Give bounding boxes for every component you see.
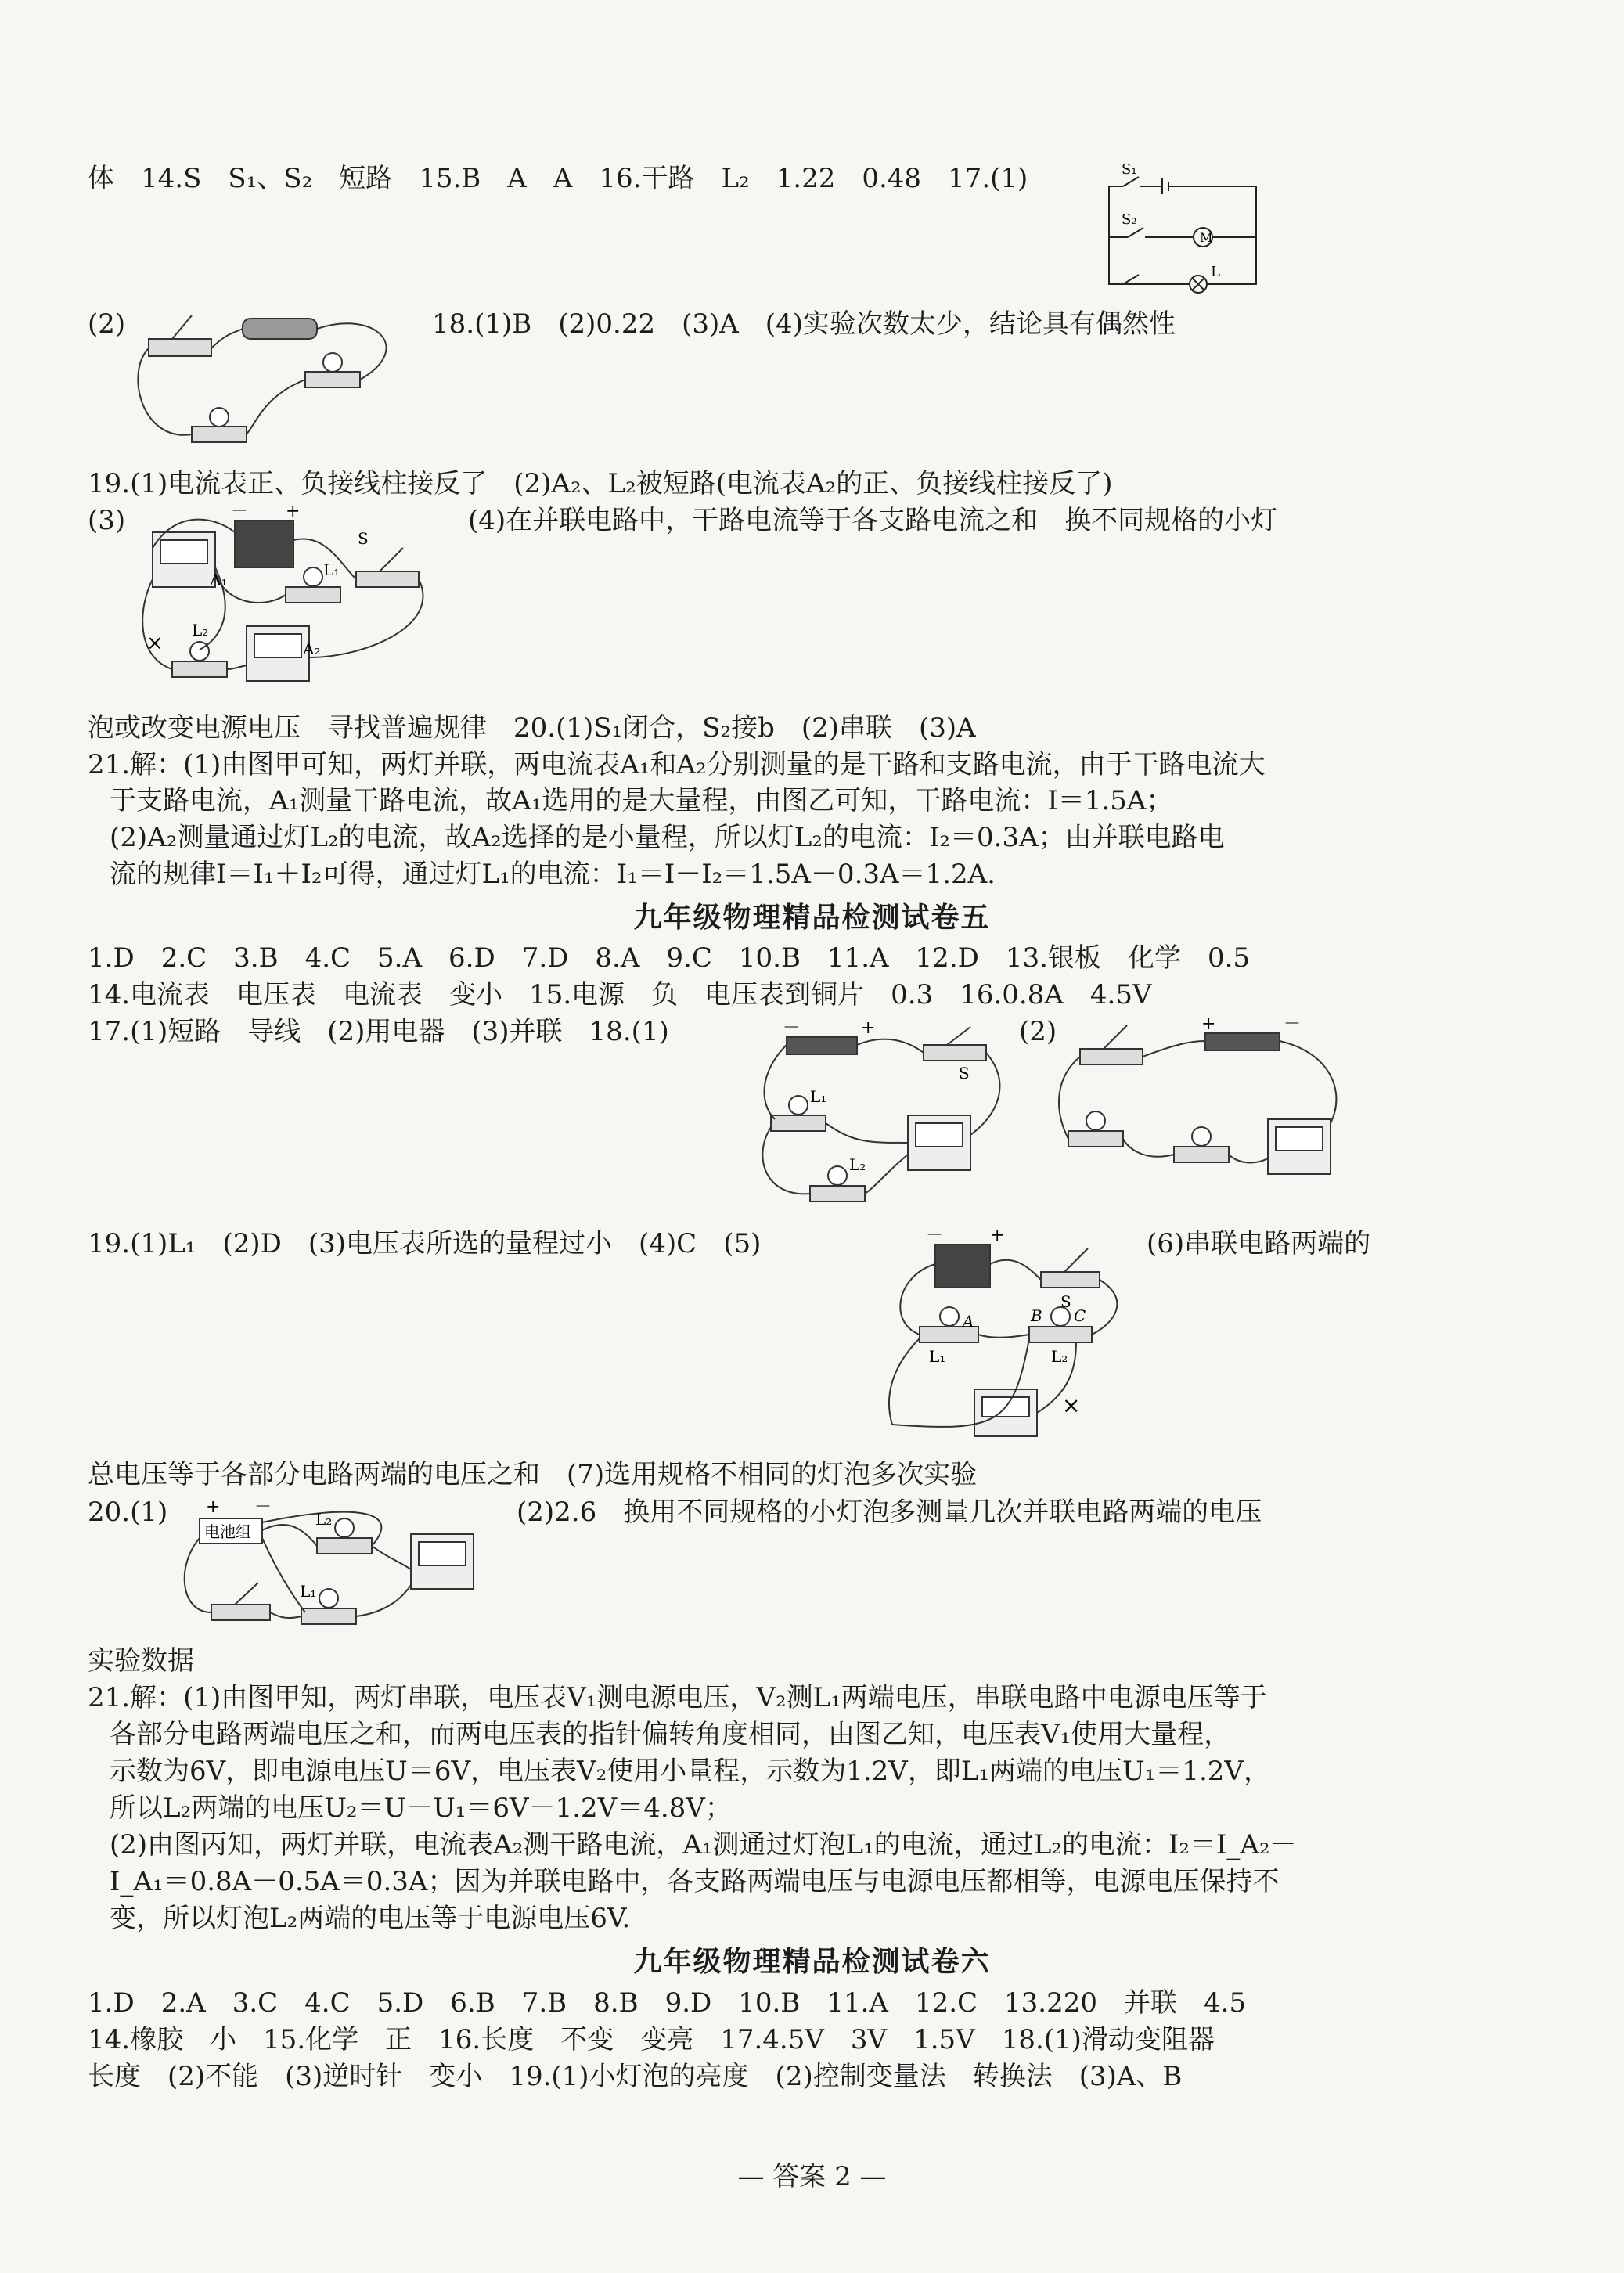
answer-line: 17.(1)短路 导线 (2)用电器 (3)并联 18.(1) (88, 1016, 669, 1047)
svg-text:L₁: L₁ (929, 1347, 946, 1366)
svg-text:电池组: 电池组 (204, 1522, 251, 1541)
answer-line: 示数为6V，即电源电压U＝6V，电压表V₂使用小量程，示数为1.2V，即L₁两端的电压U₁＝1.2V， (110, 1756, 1270, 1787)
answer-line: (3) (88, 505, 126, 536)
svg-text:－: － (926, 1229, 944, 1245)
svg-text:L₁: L₁ (810, 1087, 827, 1106)
svg-text:M: M (1200, 230, 1213, 245)
answer-line: (6)串联电路两端的 (1147, 1228, 1371, 1259)
physical-circuit-19-5 (880, 1229, 1139, 1444)
answer-line: 20.(1) (88, 1497, 168, 1528)
svg-text:B: B (1031, 1306, 1042, 1325)
svg-text:+: + (286, 502, 301, 521)
svg-text:L₁: L₁ (323, 560, 340, 579)
svg-text:－: － (1284, 1014, 1302, 1034)
physical-circuit-18-1 (751, 1018, 1010, 1217)
svg-text:L₂: L₂ (849, 1155, 866, 1174)
svg-text:－: － (254, 1497, 272, 1517)
circuit-diagram-17 (1100, 163, 1268, 296)
answer-line: 各部分电路两端电压之和，而两电压表的指针偏转角度相同，由图乙知，电压表V₁使用大量程， (110, 1719, 1231, 1750)
svg-text:×: × (1062, 1392, 1081, 1418)
svg-text:+: + (861, 1018, 876, 1038)
svg-text:L₁: L₁ (300, 1582, 317, 1601)
answer-line: 长度 (2)不能 (3)逆时针 变小 19.(1)小灯泡的亮度 (2)控制变量法 转换法 (3)A、B (88, 2061, 1183, 2092)
physical-circuit-20-1 (176, 1495, 489, 1640)
answer-line: 于支路电流，A₁测量干路电流，故A₁选用的是大量程，由图乙可知，干路电流：I＝1.5A； (110, 785, 1173, 816)
svg-text:+: + (206, 1497, 221, 1517)
switch-label-s1: S₁ (1122, 163, 1137, 178)
answer-line: (2)由图丙知，两灯并联，电流表A₂测干路电流，A₁测通过灯泡L₁的电流，通过L₂的电流：I₂＝I_A₂－ (110, 1829, 1297, 1861)
page-footer: — 答案 2 — (737, 2161, 887, 2192)
lamp-label: L (1211, 264, 1220, 280)
svg-text:L₂: L₂ (1051, 1347, 1068, 1366)
answer-line: (2) (88, 308, 126, 340)
switch-label-s2: S₂ (1122, 211, 1137, 228)
answer-line: (2)A₂测量通过灯L₂的电流，故A₂选择的是小量程，所以灯L₂的电流：I₂＝0.3A；由并联电路电 (110, 822, 1225, 853)
svg-text:A: A (963, 1312, 974, 1331)
answer-line: 总电压等于各部分电路两端的电压之和 (7)选用规格不相同的灯泡多次实验 (88, 1459, 978, 1490)
svg-text:L₂: L₂ (315, 1510, 333, 1529)
answer-line: 19.(1)L₁ (2)D (3)电压表所选的量程过小 (4)C (5) (88, 1228, 762, 1259)
answer-line: 1.D 2.A 3.C 4.C 5.D 6.B 7.B 8.B 9.D 10.B 11.A 12.C 13.220 并联 4.5 (88, 1987, 1247, 2019)
section-title: 九年级物理精品检测试卷六 (633, 1946, 991, 1978)
answer-line: 14.橡胶 小 15.化学 正 16.长度 不变 变亮 17.4.5V 3V 1.5V 18.(1)滑动变阻器 (88, 2024, 1215, 2055)
svg-text:S: S (959, 1064, 970, 1082)
svg-text:A₁: A₁ (210, 571, 228, 589)
physical-circuit-19-3 (129, 501, 458, 693)
answer-line: (2) (1019, 1016, 1057, 1047)
svg-text:－: － (783, 1018, 801, 1038)
physical-circuit-17-2 (125, 301, 407, 466)
answer-line: 1.D 2.C 3.B 4.C 5.A 6.D 7.D 8.A 9.C 10.B 11.A 12.D 13.银板 化学 0.5 (88, 942, 1251, 974)
svg-text:+: + (990, 1229, 1005, 1245)
answer-line: 14.电流表 电压表 电流表 变小 15.电源 负 电压表到铜片 0.3 16.0.8A 4.5V (88, 979, 1152, 1010)
section-title: 九年级物理精品检测试卷五 (633, 902, 991, 934)
answer-line: 19.(1)电流表正、负接线柱接反了 (2)A₂、L₂被短路(电流表A₂的正、负接线柱接反了) (88, 468, 1113, 499)
svg-text:－: － (231, 502, 249, 521)
answer-line: 21.解：(1)由图甲知，两灯串联，电压表V₁测电源电压，V₂测L₁两端电压，串联电路中电源电压等于 (88, 1682, 1267, 1713)
answer-line: I_A₁＝0.8A－0.5A＝0.3A；因为并联电路中，各支路两端电压与电源电压都相等，电源电压保持不 (110, 1866, 1280, 1897)
svg-text:S: S (358, 529, 369, 548)
svg-text:S: S (1060, 1292, 1071, 1311)
answer-line: 泡或改变电源电压 寻找普遍规律 20.(1)S₁闭合，S₂接b (2)串联 (3)A (88, 712, 976, 744)
svg-text:×: × (146, 632, 164, 655)
answer-line: (4)在并联电路中，干路电流等于各支路电流之和 换不同规格的小灯 (468, 505, 1278, 536)
svg-text:L₂: L₂ (192, 621, 209, 639)
answer-line: 流的规律I＝I₁＋I₂可得，通过灯L₁的电流：I₁＝I－I₂＝1.5A－0.3A＝1.2A. (110, 859, 996, 890)
svg-text:A₂: A₂ (303, 639, 321, 658)
answer-line: 21.解：(1)由图甲可知，两灯并联，两电流表A₁和A₂分别测量的是干路和支路电流，由于干路电流大 (88, 749, 1266, 780)
answer-line: 体 14.S S₁、S₂ 短路 15.B A A 16.干路 L₂ 1.22 0.48 17.(1) (88, 163, 1028, 194)
answer-line: 变，所以灯泡L₂两端的电压等于电源电压6V. (110, 1903, 631, 1934)
answer-line: 18.(1)B (2)0.22 (3)A (4)实验次数太少，结论具有偶然性 (432, 308, 1176, 340)
svg-text:+: + (1201, 1014, 1216, 1034)
answer-line: 实验数据 (88, 1645, 194, 1677)
svg-text:C: C (1074, 1306, 1086, 1325)
answer-line: 所以L₂两端的电压U₂＝U－U₁＝6V－1.2V＝4.8V； (110, 1792, 732, 1824)
answer-line: (2)2.6 换用不同规格的小灯泡多测量几次并联电路两端的电压 (517, 1497, 1262, 1528)
physical-circuit-18-2 (1057, 1014, 1346, 1194)
